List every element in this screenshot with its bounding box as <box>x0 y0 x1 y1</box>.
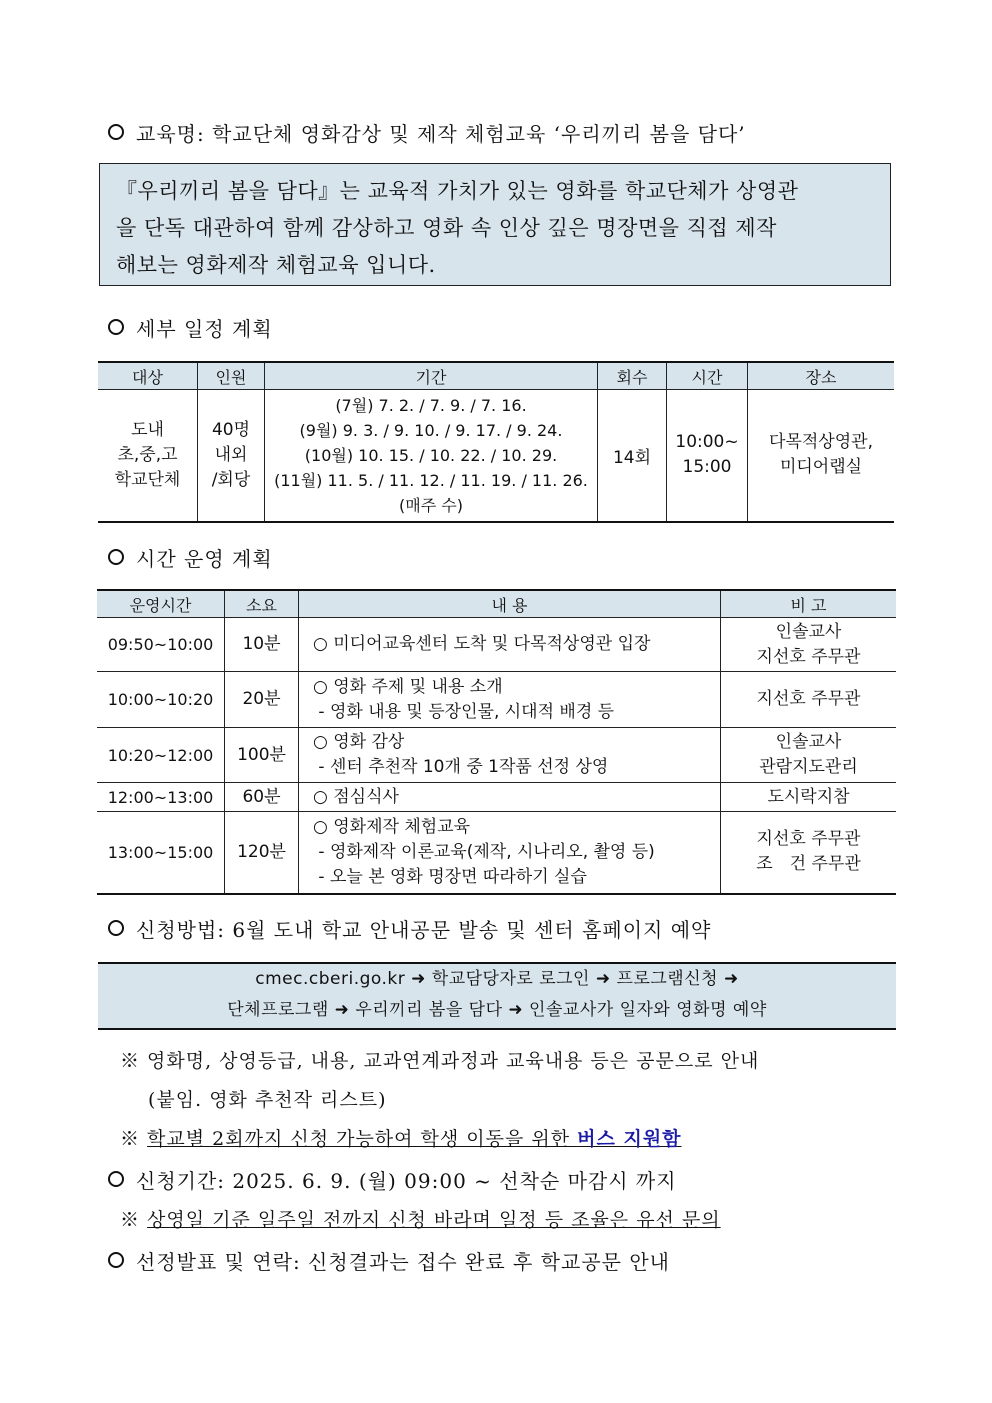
section-heading-application-method: 신청방법: 6월 도내 학교 안내공문 발송 및 센터 홈페이지 예약 <box>108 914 711 943</box>
period-cell: (7월) 7. 2. / 7. 9. / 7. 16. (9월) 9. 3. / 9. 10. / 9. 17. / 9. 24. (10월) 10. 15. / 10. 22. / 10. 29. (11월) 11. 5. / 11. 12. / 11. 19. / 11. 26. (매주 수) <box>265 390 598 522</box>
people-cell: 40명 내외 /회당 <box>198 390 265 522</box>
note-cell: 도시락지참 <box>721 783 897 812</box>
header-cell: 비 고 <box>721 590 897 618</box>
content-cell: ○ 미디어교육센터 도착 및 다목적상영관 입장 <box>299 618 721 672</box>
duration-cell: 60분 <box>225 783 299 812</box>
schedule-table <box>98 361 894 523</box>
note-deadline: ※ 상영일 기준 일주일 전까지 신청 바라며 일정 등 조율은 유선 문의 <box>120 1209 721 1231</box>
content-cell: ○ 영화 감상 - 센터 추천작 10개 중 1작품 선정 상영 <box>299 728 721 783</box>
note-notice-line: ※ 영화명, 상영등급, 내용, 교과연계과정과 교육내용 등은 공문으로 안내 <box>120 1050 760 1072</box>
table-row <box>97 618 896 672</box>
note-attachment-line: (붙임. 영화 추천작 리스트) <box>148 1089 387 1111</box>
duration-cell: 20분 <box>225 672 299 728</box>
flow-line: 단체프로그램 ➜ 우리끼리 봄을 담다 ➜ 인솔교사가 일자와 영화명 예약 <box>227 1000 767 1020</box>
duration-cell: 120분 <box>225 812 299 894</box>
header-cell: 인원 <box>198 362 265 390</box>
table-row <box>97 728 896 783</box>
count-cell: 14회 <box>598 390 667 522</box>
section-heading-education-name: 교육명: 학교단체 영화감상 및 제작 체험교육 ‘우리끼리 봄을 담다’ <box>108 118 746 147</box>
note-bus-support: ※ 학교별 2회까지 신청 가능하여 학생 이동을 위한 버스 지원함 <box>120 1128 682 1150</box>
note-cell: 지선호 주무관 <box>721 672 897 728</box>
time-cell: 10:20~12:00 <box>97 728 225 783</box>
header-cell: 소요 <box>225 590 299 618</box>
circle-bullet-icon <box>108 920 124 936</box>
duration-cell: 10분 <box>225 618 299 672</box>
time-cell: 13:00~15:00 <box>97 812 225 894</box>
intro-line: 해보는 영화제작 체험교육 입니다. <box>116 253 436 277</box>
content-cell: ○ 점심식사 <box>299 783 721 812</box>
circle-bullet-icon <box>108 124 124 140</box>
application-flow-box <box>98 962 896 1030</box>
intro-line: 『우리끼리 봄을 담다』는 교육적 가치가 있는 영화를 학교단체가 상영관 <box>116 179 799 203</box>
circle-bullet-icon <box>108 1171 124 1187</box>
section-heading-application-period: 신청기간: 2025. 6. 9. (월) 09:00 ~ 선착순 마감시 까지 <box>108 1165 677 1194</box>
note-cell: 인솔교사 관람지도관리 <box>721 728 897 783</box>
table-header-row <box>98 362 894 390</box>
time-cell: 10:00~10:20 <box>97 672 225 728</box>
table-row <box>98 390 894 522</box>
content-cell: ○ 영화 주제 및 내용 소개 - 영화 내용 및 등장인물, 시대적 배경 등 <box>299 672 721 728</box>
place-cell: 다목적상영관, 미디어랩실 <box>748 390 895 522</box>
header-cell: 내 용 <box>299 590 721 618</box>
section-heading-announcement: 선정발표 및 연락: 신청결과는 접수 완료 후 학교공문 안내 <box>108 1246 670 1275</box>
circle-bullet-icon <box>108 549 124 565</box>
operation-table <box>97 589 896 895</box>
header-cell: 운영시간 <box>97 590 225 618</box>
table-header-row <box>97 590 896 618</box>
note-cell: 지선호 주무관 조 건 주무관 <box>721 812 897 894</box>
section-heading-operation: 시간 운영 계획 <box>108 543 273 572</box>
header-cell: 시간 <box>667 362 748 390</box>
table-row <box>97 783 896 812</box>
time-cell: 12:00~13:00 <box>97 783 225 812</box>
intro-box <box>99 163 891 286</box>
content-cell: ○ 영화제작 체험교육 - 영화제작 이론교육(제작, 시나리오, 촬영 등) - 오늘 본 영화 명장면 따라하기 실습 <box>299 812 721 894</box>
header-cell: 장소 <box>748 362 895 390</box>
header-cell: 회수 <box>598 362 667 390</box>
header-cell: 대상 <box>98 362 198 390</box>
circle-bullet-icon <box>108 1252 124 1268</box>
header-cell: 기간 <box>265 362 598 390</box>
time-cell: 09:50~10:00 <box>97 618 225 672</box>
flow-line: cmec.cberi.go.kr ➜ 학교담당자로 로그인 ➜ 프로그램신청 ➜ <box>255 969 739 989</box>
circle-bullet-icon <box>108 319 124 335</box>
table-row <box>97 812 896 894</box>
note-cell: 인솔교사 지선호 주무관 <box>721 618 897 672</box>
target-cell: 도내 초,중,고 학교단체 <box>98 390 198 522</box>
duration-cell: 100분 <box>225 728 299 783</box>
intro-line: 을 단독 대관하여 함께 감상하고 영화 속 인상 깊은 명장면을 직접 제작 <box>116 216 777 240</box>
time-cell: 10:00~ 15:00 <box>667 390 748 522</box>
bus-support-emphasis: 버스 지원함 <box>577 1128 682 1150</box>
table-row <box>97 672 896 728</box>
section-heading-schedule: 세부 일정 계획 <box>108 313 273 342</box>
